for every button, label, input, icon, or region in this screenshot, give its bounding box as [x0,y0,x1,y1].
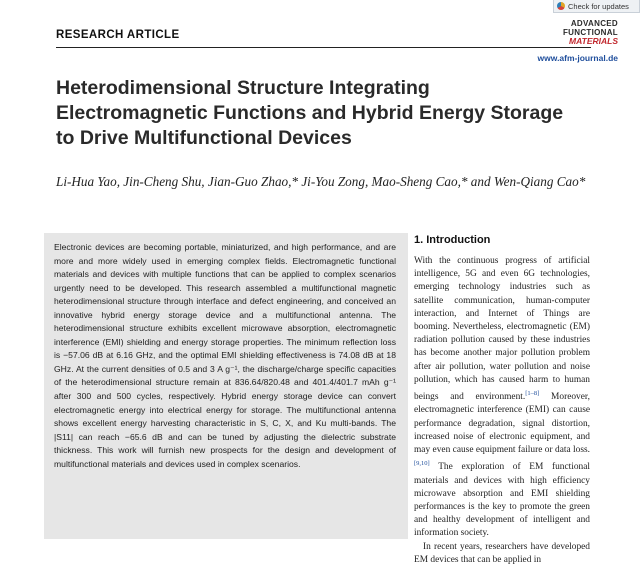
journal-logo [563,19,618,46]
paper-title: Heterodimensional Structure Integrating Electromagnetic Functions and Hybrid Energy Storage to Drive Multifunctional Devices [56,77,564,149]
journal-url-link[interactable]: www.afm-journal.de [537,53,618,63]
crossmark-icon [557,2,565,10]
journal-logo-line3: MATERIALS [569,36,618,46]
author-list: Li-Hua Yao, Jin-Cheng Shu, Jian-Guo Zhao,* Ji-You Zong, Mao-Sheng Cao,* and Wen-Qiang Cao* [56,174,586,189]
journal-logo-line1: ADVANCED [570,19,618,28]
section-heading-introduction: 1. Introduction [414,234,491,246]
journal-logo-line2: FUNCTIONAL [563,28,618,37]
intro-p1-part-a: With the continuous progress of artificial intelligence, 5G and even 6G technologies, emerging technology industries such as satellite communication, human-computer interaction, and Internet of Things are booming. Nevertheless, electromagnetic (EM) radiation pollution caused by these industries has become another major pollution problem after air pollution, water pollution and noise pollution, which has caused harm to human beings and environment. [414,256,590,403]
intro-paragraph-2: In recent years, researchers have developed EM devices that can be applied in [414,541,590,565]
check-for-updates-badge[interactable] [553,0,640,13]
citation-link[interactable]: [9,10] [414,460,430,468]
abstract-box: Electronic devices are becoming portable, miniaturized, and high performance, and are more and more widely used in emerging complex fields. Electromagnetic functional materials and devices with multiple functions that can be applied to complex scenarios urgently need to be developed. This research assembled a multifunctional magnetic heterodimensional structure through interface and defect engineering, and conceived an innovative hybrid energy storage device and a multifunctional antenna. The heterodimensional structure exhibits excellent microwave absorption, electromagnetic interference (EMI) shielding and energy storage properties. The minimum reflection loss is −57.06 dB at 6.16 GHz, and the optimal EMI shielding effectiveness is 74.08 dB at 18 GHz. At the current densities of 0.5 and 3 A g⁻¹, the discharge/charge specific capacities of the heterodimensional structure remain at 836.64/820.48 and 401.4/401.7 mAh g⁻¹ after 300 and 500 cycles, respectively. Hybrid energy storage device can convert electromagnetic energy into electrical energy for storage. The multifunctional antenna shows excellent energy harvesting characteristic in S, C, X, and Ku multi-bands. The |S11| can reach −65.6 dB and can be tuned by adjusting the dielectric substrate thickness. This work will furnish new prospects for the design and development of multifunctional materials and devices used in complex scenarios. [44,233,408,539]
intro-paragraph-1 [414,255,590,541]
introduction-text [414,255,590,567]
article-type-label: RESEARCH ARTICLE [56,29,180,41]
citation-link[interactable]: [1–8] [525,390,540,398]
check-for-updates-label: Check for updates [568,1,629,11]
intro-p1-part-b: Moreover, electromagnetic interference (EMI) can cause performance degradation, signal distortion, increased noise of electronic equipment, and may even cause equipment failure or data loss. [414,392,590,455]
intro-p1-part-c: The exploration of EM functional materials and devices with high efficiency microwave absorption and EMI shielding performances is the key to promote the green and healthy development of intelligent and information society. [414,462,590,539]
header-rule [56,47,591,48]
